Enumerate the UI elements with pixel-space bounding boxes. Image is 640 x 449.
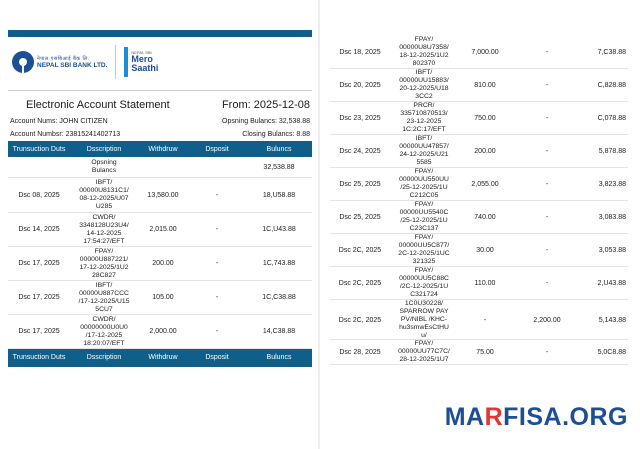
col-description: Dsscription [86, 145, 122, 153]
table-row [330, 300, 628, 340]
sbi-logo-icon [12, 51, 34, 73]
saathi-label: Saathi [131, 63, 159, 73]
account-number: Account Numbsr: 23815241402713 [10, 131, 121, 138]
row-withdraw: 200.00 [474, 147, 496, 155]
logo-divider [115, 45, 116, 79]
row-balance: 3,823.88 [598, 180, 626, 188]
statement-title: Electronic Account Statement [26, 99, 170, 111]
col-deposit: Dsposit [205, 145, 229, 153]
row-date: Dsc 17, 2025 [18, 328, 60, 335]
table-row [8, 281, 312, 315]
row-withdraw: 2,055.00 [471, 180, 499, 188]
row-description: FPAY/ 00000UU550UU /25-12-2025/1U C212C05 [399, 168, 449, 199]
row-balance: 3,053.88 [598, 246, 626, 254]
account-row-2 [8, 128, 312, 141]
row-balance: 2,U43.88 [597, 279, 626, 287]
row-date: Dsc 17, 2025 [18, 260, 60, 267]
watermark-part-2: FISA.ORG [503, 403, 628, 431]
table-row [8, 247, 312, 281]
header-logos [8, 37, 312, 87]
row-description: FPAY/ 00000UU5C88C /2C-12-2025/1U C321724 [399, 267, 449, 298]
row-date: Dsc 14, 2025 [18, 226, 60, 233]
row-deposit: - [545, 81, 549, 89]
footer-col-deposit: Dsposit [205, 354, 229, 361]
table-row [330, 168, 628, 201]
row-withdraw: 30.00 [476, 246, 494, 254]
footer-col-withdraw: Withdruw [148, 354, 178, 361]
mero-saathi-icon [124, 47, 128, 77]
row-description: IBFT/ 00000U887CCC /17-12-2025/U15 5CU7 [78, 281, 130, 313]
watermark-accent: R [484, 403, 504, 431]
row-balance: 1C,743.88 [262, 260, 296, 267]
sbi-logo [12, 51, 107, 73]
table-row [8, 315, 312, 349]
col-withdraw: Withdruw [148, 145, 178, 153]
row-description: IBFT/ 00000UU47857/ 24-12-2025/U21 5585 [399, 135, 449, 166]
row-balance: 3,083.88 [598, 213, 626, 221]
row-date: Dsc 24, 2025 [339, 147, 381, 155]
row-description: FPAY/ 00000UU77C7C/ 28-12-2025/1U7 [398, 340, 450, 363]
row-withdraw: - [483, 316, 487, 324]
row-deposit: 2,200.00 [533, 316, 561, 324]
row-balance: 7,C38.88 [597, 48, 626, 56]
footer-col-description: Dsscription [86, 354, 122, 361]
row-deposit: - [215, 226, 219, 233]
row-date: Dsc 23, 2025 [339, 114, 381, 122]
row-date: Dsc 25, 2025 [339, 180, 381, 188]
page-fold [318, 0, 320, 449]
row-deposit: - [545, 180, 549, 188]
row-date: Dsc 08, 2025 [18, 191, 60, 199]
row-deposit: - [545, 213, 549, 221]
row-balance: 5,0C8.88 [597, 348, 626, 356]
col-date: Trunsuction Duts [12, 145, 66, 153]
col-balance: Buluncs [266, 145, 292, 153]
mero-saathi-logo [124, 47, 158, 77]
row-deposit: - [545, 348, 549, 356]
row-description: FPAY/ 00000UU5540C /25-12-2025/1U C23C137 [399, 201, 449, 232]
row-balance: 5,143.88 [598, 316, 626, 324]
row-deposit: - [545, 48, 549, 56]
row-description: PRCR/ 335710870513/ 23-12-2025 1C:2C:17/EFT [400, 102, 448, 133]
row-date: Dsc 20, 2025 [339, 81, 381, 89]
row-withdraw: 740.00 [474, 213, 496, 221]
table-row [330, 234, 628, 267]
row-balance: 5,878.88 [598, 147, 626, 155]
row-withdraw: 75.00 [476, 348, 494, 356]
top-band [8, 30, 312, 37]
row-date: Dsc 18, 2025 [339, 48, 381, 56]
row-withdraw: 750.00 [474, 114, 496, 122]
row-balance: 32,538.88 [263, 163, 295, 171]
row-withdraw: 2,000.00 [149, 328, 177, 335]
footer-col-balance: Buluncs [266, 354, 292, 361]
row-description: IBFT/ 00000U8131C1/ 08-12-2025/U07 U285 [79, 179, 129, 210]
table-row [330, 267, 628, 300]
table-row [8, 157, 312, 178]
account-name: Account Nums: JOHN CITIZEN [10, 118, 108, 125]
row-deposit: - [215, 191, 219, 199]
table-body-left [8, 157, 312, 349]
footer-col-date: Trunsuction Duts [12, 354, 66, 361]
mero-label: Mero [131, 54, 153, 64]
row-date: Dsc 17, 2025 [18, 294, 60, 301]
row-balance: 1C,U43.88 [262, 226, 296, 233]
bank-native-name: नेपाल एसबिआई बैंक लि. [37, 55, 90, 62]
row-date: Dsc 28, 2025 [339, 348, 381, 356]
row-withdraw: 810.00 [474, 81, 496, 89]
table-row [330, 201, 628, 234]
table-row [8, 178, 312, 213]
closing-balance: Closing Bulancs: 8.88 [242, 131, 310, 138]
row-withdraw: 13,580.00 [147, 191, 179, 199]
row-balance: 18,U58.88 [262, 191, 296, 199]
row-description: FPAY/ 00000UU5C877/ 2C-12-2025/1UC 321325 [398, 234, 450, 265]
row-balance: C,828.88 [597, 81, 626, 89]
row-description: CWDR/ 00000000U0U0 /17-12-2025 18:20:07/EFT [80, 315, 128, 347]
row-description: 1C0U30228/ SPARROW PAY PV/NIBL /KHC- hu3smwEsCtHU u/ [399, 300, 449, 339]
row-description: Opsning Bulancs [91, 159, 117, 174]
row-deposit: - [215, 294, 219, 301]
statement-from-date: From: 2025-12-08 [221, 99, 310, 111]
table-row [8, 213, 312, 247]
row-withdraw: 105.00 [152, 294, 174, 301]
row-withdraw: 200.00 [152, 260, 174, 267]
row-description: FPAY/ 00000U887221/ 17-12-2025/1U2 28C827 [79, 247, 129, 279]
table-row [330, 102, 628, 135]
row-deposit: - [545, 147, 549, 155]
watermark-part-1: MA [444, 403, 485, 431]
row-description: IBFT/ 00000UU15883/ 20-12-2025/U18 3CC2 [399, 69, 449, 100]
table-row [330, 135, 628, 168]
table-row [330, 69, 628, 102]
row-balance: 14,C38.88 [262, 328, 296, 335]
title-row [8, 91, 312, 111]
row-date: Dsc 2C, 2025 [338, 246, 382, 254]
table-header [8, 141, 312, 157]
row-date: Dsc 25, 2025 [339, 213, 381, 221]
row-deposit: - [545, 114, 549, 122]
row-balance: 1C,C38.88 [262, 294, 296, 301]
watermark [445, 403, 628, 432]
row-description: CWDR/ 3348128U23U4/ 14-12-2025 17:54:27/EFT [79, 213, 129, 245]
row-withdraw: 2,015.00 [149, 226, 177, 233]
table-row [330, 340, 628, 365]
row-withdraw: 7,000.00 [471, 48, 499, 56]
opening-balance: Opsning Bulancs: 32,538.88 [222, 118, 310, 125]
table-row [330, 36, 628, 69]
statement-page-left [8, 30, 312, 380]
row-deposit: - [215, 260, 219, 267]
mero-small-label: NEPAL SBI [131, 50, 152, 55]
bank-name: NEPAL SBI BANK LTD. [37, 61, 108, 69]
account-row-1 [8, 115, 312, 128]
row-description: FPAY/ 00000U8U7358/ 18-12-2025/1U2 802370 [399, 36, 449, 67]
statement-page-right [330, 36, 628, 365]
row-deposit: - [215, 328, 219, 335]
row-date: Dsc 2C, 2025 [338, 316, 382, 324]
row-date: Dsc 2C, 2025 [338, 279, 382, 287]
table-footer [8, 349, 312, 367]
row-deposit: - [545, 279, 549, 287]
row-withdraw: 110.00 [474, 279, 496, 287]
row-balance: C,078.88 [597, 114, 626, 122]
row-deposit: - [545, 246, 549, 254]
